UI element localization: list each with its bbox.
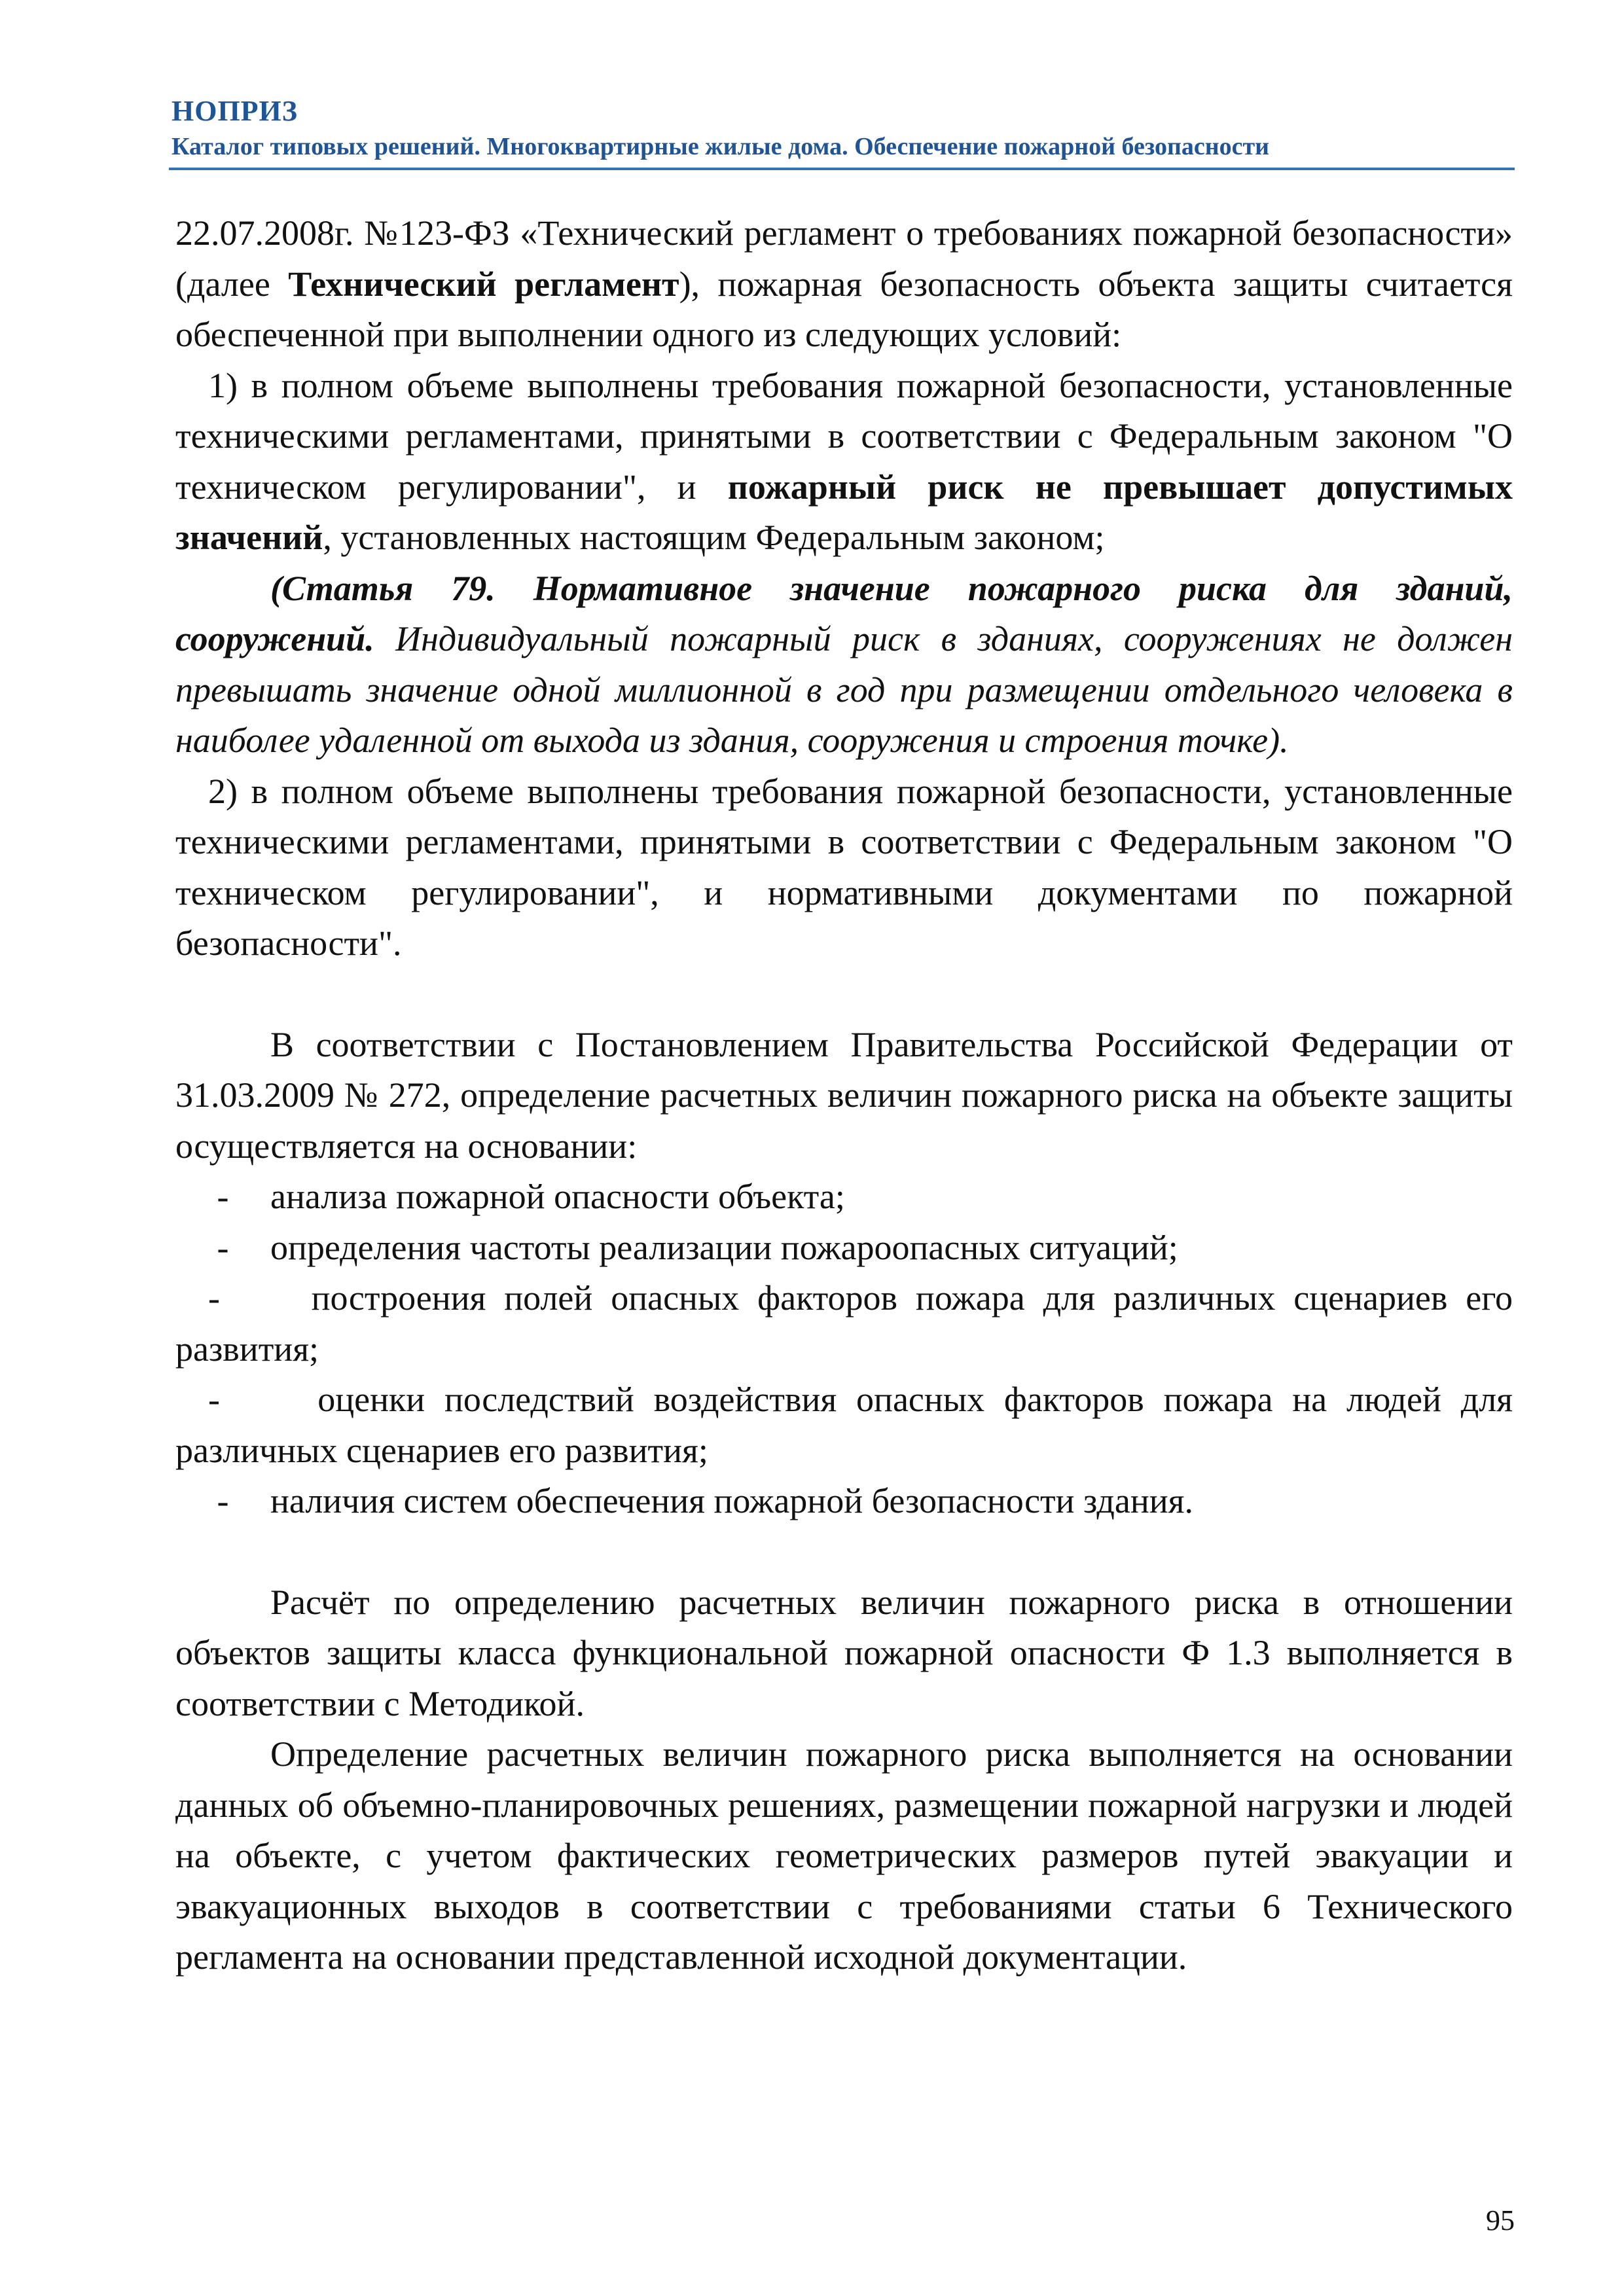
header-divider — [169, 168, 1515, 170]
condition-1: 1) в полном объеме выполнены требования пожарной безопасности, установленные техническими регламентами, принятыми в соответствии с Федеральным законом "О техническом регулировании", и пожарный риск не превышает допустимых значений, установленных настоящим Федеральным законом; — [175, 365, 1513, 557]
catalog-title: Каталог типовых решений. Многоквартирные жилые дома. Обеспечение пожарной безопасности — [171, 133, 1270, 160]
defined-term: Технический регламент — [288, 264, 679, 304]
calculation-paragraph: Расчёт по определению расчетных величин пожарного риска в отношении объектов защиты класса функциональной пожарной опасности Ф 1.3 выполняется в соответствии с Методикой. — [175, 1582, 1513, 1723]
definition-paragraph: Определение расчетных величин пожарного риска выполняется на основании данных об объемно-планировочных решениях, размещении пожарной нагрузки и людей на объекте, с учетом фактических геометрических размеров путей эвакуации и эвакуационных выходов в соответствии с требованиями статьи 6 Технического регламента на основании представленной исходной документации. — [175, 1734, 1513, 1977]
organization-name: НОПРИЗ — [171, 95, 298, 127]
list-dash: - — [217, 1481, 229, 1520]
list-dash: - — [217, 1177, 229, 1216]
decree-paragraph: В соответствии с Постановлением Правительства Российской Федерации от 31.03.2009 № 272, определение расчетных величин пожарного риска на объекте защиты осуществляется на основании: — [175, 1024, 1513, 1166]
list-item: - построения полей опасных факторов пожара для различных сценариев его развития; — [175, 1278, 1513, 1369]
article-79-quote: (Статья 79. Нормативное значение пожарного риска для зданий, сооружений. Индивидуальный пожарный риск в зданиях, сооружениях не должен превышать значение одной миллионной в год при размещении отдельного человека в наиболее удаленной от выхода из здания, сооружения и строения точке). — [175, 568, 1513, 760]
article-heading: (Статья 79. Нормативное значение пожарного риска для зданий, сооружений. — [175, 568, 1513, 658]
risk-emphasis: пожарный риск не превышает допустимых значений — [175, 467, 1513, 557]
spacer — [175, 969, 1513, 1020]
page-number: 95 — [1486, 2204, 1515, 2236]
spacer — [175, 1527, 1513, 1577]
list-item: - определения частоты реализации пожароопасных ситуаций; — [175, 1223, 1513, 1274]
intro-paragraph: 22.07.2008г. №123-ФЗ «Технический регламент о требованиях пожарной безопасности» (далее Технический регламент), пожарная безопасность объекта защиты считается обеспеченной при выполнении одного из следующих условий: — [175, 213, 1513, 354]
document-header — [171, 93, 1515, 164]
list-item: - оценки последствий воздействия опасных факторов пожара на людей для различных сценариев его развития; — [175, 1380, 1513, 1470]
list-item: - наличия систем обеспечения пожарной безопасности здания. — [175, 1476, 1513, 1527]
list-item: - анализа пожарной опасности объекта; — [175, 1172, 1513, 1223]
list-dash: - — [217, 1227, 229, 1267]
document-body — [175, 208, 1513, 1983]
condition-2: 2) в полном объеме выполнены требования пожарной безопасности, установленные техническими регламентами, принятыми в соответствии с Федеральным законом "О техническом регулировании", и нормативными документами по пожарной безопасности". — [175, 771, 1513, 963]
